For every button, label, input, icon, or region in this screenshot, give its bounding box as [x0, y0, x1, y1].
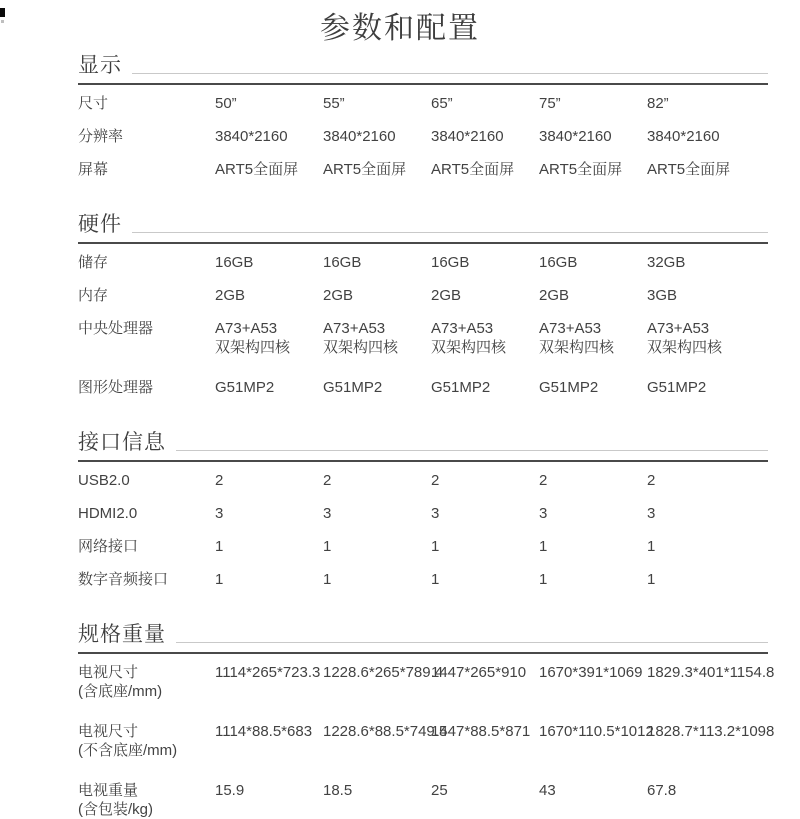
section-heading: 硬件: [78, 213, 122, 236]
row-label: 电视重量 (含包装/kg): [78, 782, 154, 818]
header-rule-thin: [176, 450, 768, 451]
spec-value: 50”: [215, 95, 237, 112]
page-title: 参数和配置: [320, 12, 480, 45]
row-label: 分辨率: [78, 128, 124, 145]
spec-row: [78, 378, 768, 397]
spec-table: [78, 54, 775, 819]
spec-value: 2GB: [215, 287, 246, 304]
section-rows: [78, 85, 768, 179]
spec-value: G51MP2: [539, 379, 599, 396]
spec-value: ART5全面屏: [323, 161, 407, 178]
section-header: [78, 213, 768, 237]
section-ports: [78, 431, 768, 589]
spec-value: 65”: [431, 95, 453, 112]
row-label: 尺寸: [78, 95, 109, 112]
spec-value: 3: [647, 505, 656, 522]
spec-value: 1114*88.5*683: [215, 723, 313, 740]
spec-value: ART5全面屏: [539, 161, 623, 178]
spec-value: 2GB: [431, 287, 462, 304]
spec-row: [78, 286, 768, 305]
spec-value: 3GB: [647, 287, 678, 304]
spec-value: 25: [431, 782, 448, 799]
spec-value: 3840*2160: [539, 128, 612, 145]
row-label: 内存: [78, 287, 109, 304]
spec-value: 2GB: [539, 287, 570, 304]
spec-value: 43: [539, 782, 556, 799]
spec-value: 2: [539, 472, 548, 489]
spec-value: ART5全面屏: [215, 161, 299, 178]
spec-value: 3840*2160: [431, 128, 504, 145]
spec-value: G51MP2: [647, 379, 707, 396]
spec-value: 1670*110.5*1012: [539, 723, 654, 740]
spec-value: 16GB: [323, 254, 362, 271]
row-label: 屏幕: [78, 161, 109, 178]
spec-row: [78, 570, 768, 589]
spec-value: 1228.6*88.5*749.5: [323, 723, 448, 740]
spec-value: 67.8: [647, 782, 677, 799]
spec-value: 1: [431, 571, 440, 588]
row-label: HDMI2.0: [78, 505, 138, 522]
spec-value: 16GB: [215, 254, 254, 271]
row-label: 数字音频接口: [78, 571, 169, 588]
row-label: 中央处理器: [78, 320, 154, 337]
spec-row: [78, 471, 768, 490]
corner-artifact: [0, 8, 5, 17]
section-heading: 显示: [78, 54, 122, 77]
spec-value: 1: [539, 571, 548, 588]
spec-row: [78, 504, 768, 523]
spec-value: 1670*391*1069: [539, 664, 643, 681]
row-label: 电视尺寸 (含底座/mm): [78, 664, 163, 700]
spec-value: 1828.7*113.2*1098: [647, 723, 775, 740]
spec-value: 15.9: [215, 782, 245, 799]
spec-value: 75”: [539, 95, 561, 112]
spec-value: 2: [215, 472, 224, 489]
spec-value: G51MP2: [323, 379, 383, 396]
spec-value: 1447*88.5*871: [431, 723, 531, 740]
spec-value: 1: [215, 538, 224, 555]
spec-row: [78, 663, 775, 701]
spec-value: 3840*2160: [647, 128, 720, 145]
spec-value: 1: [215, 571, 224, 588]
spec-value: 82”: [647, 95, 669, 112]
section-hardware: [78, 213, 768, 397]
spec-value: 3: [539, 505, 548, 522]
spec-value: 1228.6*265*789.4: [323, 664, 444, 681]
spec-value: 16GB: [431, 254, 470, 271]
spec-value: 3: [431, 505, 440, 522]
spec-row: [78, 127, 768, 146]
spec-value: 2: [431, 472, 440, 489]
spec-value: A73+A53 双架构四核: [431, 320, 507, 356]
spec-value: 3840*2160: [215, 128, 288, 145]
spec-value: A73+A53 双架构四核: [539, 320, 615, 356]
section-header: [78, 54, 768, 78]
spec-value: 3: [323, 505, 332, 522]
row-label: USB2.0: [78, 472, 130, 489]
spec-row: [78, 537, 768, 556]
section-specs: [78, 623, 775, 819]
section-heading: 接口信息: [78, 431, 166, 454]
spec-value: 55”: [323, 95, 345, 112]
spec-value: A73+A53 双架构四核: [215, 320, 291, 356]
spec-value: 16GB: [539, 254, 578, 271]
spec-value: ART5全面屏: [431, 161, 515, 178]
spec-value: 18.5: [323, 782, 353, 799]
spec-value: 1: [431, 538, 440, 555]
spec-value: A73+A53 双架构四核: [323, 320, 399, 356]
spec-value: 1: [539, 538, 548, 555]
spec-row: [78, 253, 768, 272]
spec-value: 3840*2160: [323, 128, 396, 145]
spec-value: 1: [323, 538, 332, 555]
spec-value: 32GB: [647, 254, 686, 271]
spec-value: ART5全面屏: [647, 161, 731, 178]
spec-value: G51MP2: [431, 379, 491, 396]
section-display: [78, 54, 768, 179]
spec-row: [78, 160, 768, 179]
header-rule-thin: [176, 642, 768, 643]
section-header: [78, 623, 768, 647]
spec-value: 2GB: [323, 287, 354, 304]
spec-value: G51MP2: [215, 379, 275, 396]
row-label: 图形处理器: [78, 379, 154, 396]
row-label: 网络接口: [78, 538, 139, 555]
spec-value: 3: [215, 505, 224, 522]
spec-row: [78, 94, 768, 113]
spec-value: 1447*265*910: [431, 664, 527, 681]
spec-row: [78, 781, 768, 819]
section-heading: 规格重量: [78, 623, 166, 646]
spec-value: A73+A53 双架构四核: [647, 320, 723, 356]
spec-value: 1: [323, 571, 332, 588]
spec-value: 1: [647, 571, 656, 588]
row-label: 电视尺寸 (不含底座/mm): [78, 723, 178, 759]
section-rows: [78, 244, 768, 397]
spec-row: [78, 319, 768, 357]
header-rule-thin: [132, 232, 768, 233]
spec-value: 1: [647, 538, 656, 555]
spec-value: 1829.3*401*1154.8: [647, 664, 775, 681]
spec-value: 1114*265*723.3: [215, 664, 321, 681]
spec-value: 2: [647, 472, 656, 489]
section-rows: [78, 654, 775, 819]
section-header: [78, 431, 768, 455]
header-rule-thin: [132, 73, 768, 74]
spec-row: [78, 722, 775, 760]
section-rows: [78, 462, 768, 589]
spec-sheet-page: [0, 8, 800, 818]
row-label: 储存: [78, 254, 109, 271]
spec-value: 2: [323, 472, 332, 489]
